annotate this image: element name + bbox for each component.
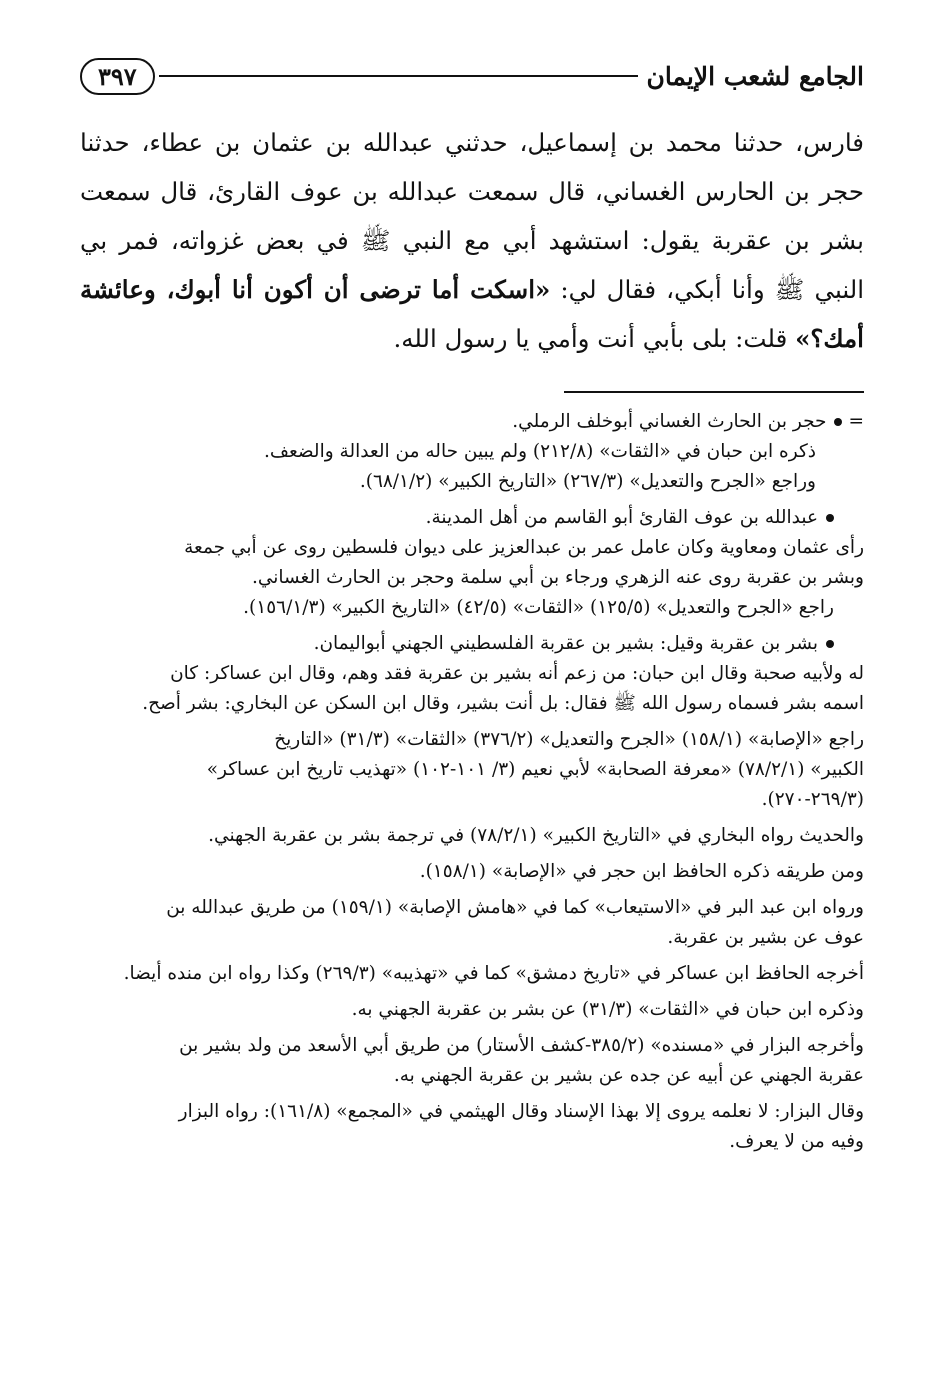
footnote-line: وقال البزار: لا نعلمه يروى إلا بهذا الإسناد وقال الهيثمي في «المجمع» (١٦١/٨): رواه البزار [178,1101,864,1122]
main-text-quote: «اسكت أما ترضى أن أكون أنا أبوك، وعائشة أمك؟» [80,275,864,353]
footnote-line: وفيه من لا يعرف. [729,1131,864,1152]
footnote-line: اسمه بشر فسماه رسول الله ﷺ فقال: بل أنت بشير، وقال ابن السكن عن البخاري: بشر أصح. [142,693,864,714]
header-rule [159,75,639,77]
footnote-line: رأى عثمان ومعاوية وكان عامل عمر بن عبدالعزيز على ديوان فلسطين روى عن أبي جمعة [184,537,864,558]
footnote-line: وراجع «الجرح والتعديل» (٢٦٧/٣) «التاريخ الكبير» (٦٨/١/٢). [359,471,816,492]
footnote-line: وذكره ابن حبان في «الثقات» (٣١/٣) عن بشر بن عقربة الجهني به. [351,999,864,1020]
footnote-line: عقربة الجهني عن أبيه عن جده عن بشير بن عقربة الجهني به. [393,1065,864,1086]
main-text-part1: فارس، حدثنا محمد بن إسماعيل، حدثني عبدالله بن عثمان بن عطاء، حدثنا حجر بن الحارس الغساني، قال سمعت عبدالله بن عوف القارئ، قال سمعت بشر بن عقربة يقول: استشهد أبي مع النبي ﷺ في بعض غزواته، فمر بي النبي ﷺ وأنا أبكي، فقال لي: [80,128,864,304]
bullet-icon [826,640,834,648]
footnote-line: وبشر بن عقربة روى عنه الزهري ورجاء بن أبي سلمة وحجر بن الحارث الغساني. [251,567,864,588]
footnote-line: عوف عن بشير بن عقربة. [667,927,864,948]
footnote-line: والحديث رواه البخاري في «التاريخ الكبير» (٧٨/٢/١) في ترجمة بشر بن عقربة الجهني. [208,825,864,846]
footnote-line: ذكره ابن حبان في «الثقات» (٢١٢/٨) ولم يبين حاله من العدالة والضعف. [263,441,816,462]
main-text [80,118,864,363]
page-header [80,48,864,104]
footnote-line: =حجر بن الحارث الغساني أبوخلف الرملي. [80,407,864,437]
footnote-line: عبدالله بن عوف القارئ أبو القاسم من أهل المدينة. [80,503,864,533]
footnote-line: (٢٦٩/٣-٢٧٠). [761,789,864,810]
document-page [80,48,864,1358]
bullet-icon [826,514,834,522]
footnote-line: ورواه ابن عبد البر في «الاستيعاب» كما في «هامش الإصابة» (١٥٩/١) من طريق عبدالله بن [166,897,864,918]
footnote-line: له ولأبيه صحبة وقال ابن حبان: من زعم أنه بشير بن عقربة فقد وهم، وقال ابن عساكر: كان [170,663,864,684]
footnote-line: أخرجه الحافظ ابن عساكر في «تاريخ دمشق» كما في «تهذيبه» (٢٦٩/٣) وكذا رواه ابن منده أيضا. [123,963,864,984]
footnote-line: الكبير» (٧٨/٢/١) «معرفة الصحابة» لأبي نعيم (٣/ ١٠١-١٠٢) «تهذيب تاريخ ابن عساكر» [206,759,864,780]
book-title: الجامع لشعب الإيمان [646,61,864,91]
page-number: ٣٩٧ [80,58,155,95]
footnote-line: ومن طريقه ذكره الحافظ ابن حجر في «الإصابة» (١٥٨/١). [419,861,864,882]
footnote-line: راجع «الجرح والتعديل» (١٢٥/٥) «الثقات» (٤٢/٥) «التاريخ الكبير» (١٥٦/١/٣). [243,597,834,618]
main-text-part2: قلت: بلى بأبي أنت وأمي يا رسول الله. [393,324,796,353]
bullet-icon [834,418,842,426]
footnote-line: بشر بن عقربة وقيل: بشير بن عقربة الفلسطيني الجهني أبواليمان. [80,629,864,659]
footnote-line: راجع «الإصابة» (١٥٨/١) «الجرح والتعديل» (٣٧٦/٢) «الثقات» (٣١/٣) «التاريخ [274,729,864,750]
continuation-mark: = [848,411,864,432]
footnote-line: وأخرجه البزار في «مسنده» (٣٨٥/٢-كشف الأستار) من طريق أبي الأسعد من ولد بشير بن [179,1035,864,1056]
footnote-divider [564,391,864,393]
footnotes [80,407,864,1157]
